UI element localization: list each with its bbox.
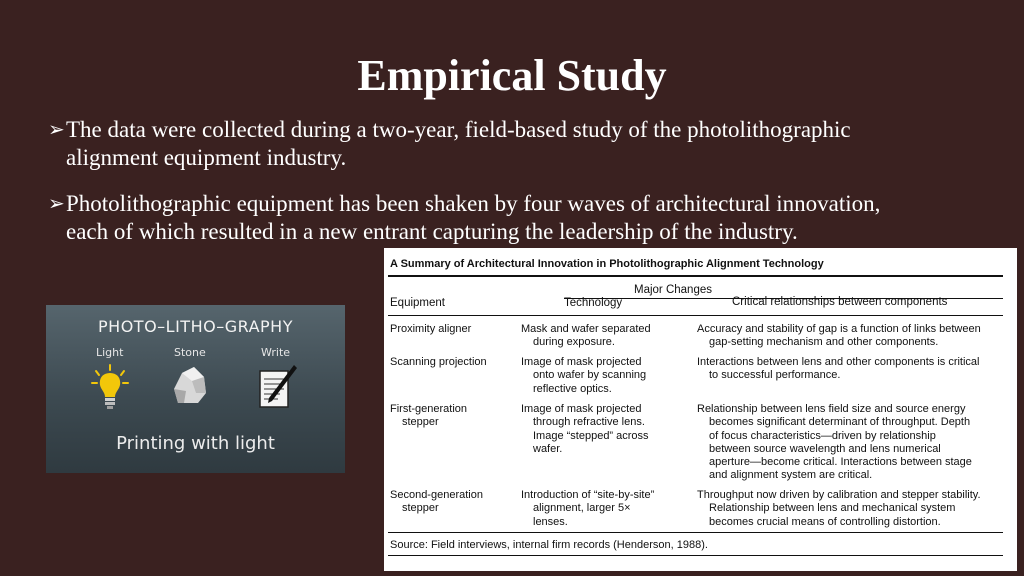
header-technology: Technology xyxy=(564,297,623,309)
cell-line: becomes crucial means of controlling distortion. xyxy=(709,515,941,528)
cell-line: lenses. xyxy=(533,515,568,528)
litho-heading: PHOTO–LITHO–GRAPHY xyxy=(98,317,293,336)
bullet-line: alignment equipment industry. xyxy=(66,145,347,170)
cell-line: aperture—become critical. Interactions between stage xyxy=(709,456,972,469)
cell-line: Image of mask projected xyxy=(521,356,642,368)
table-cell-technology xyxy=(521,356,691,396)
cell-line: to successful performance. xyxy=(709,369,841,382)
header-major-changes: Major Changes xyxy=(634,284,712,296)
table-source-note: Source: Field interviews, internal firm records (Henderson, 1988). xyxy=(390,539,708,551)
table-title: A Summary of Architectural Innovation in Photolithographic Alignment Technology xyxy=(390,258,824,270)
table-rule xyxy=(388,532,1003,533)
table-cell-technology xyxy=(521,323,691,350)
table-cell-equipment xyxy=(390,403,520,430)
cell-line: stepper xyxy=(402,416,439,429)
cell-line: Proximity aligner xyxy=(390,323,472,335)
bullet-line: The data were collected during a two-year, field-based study of the photolithographic xyxy=(66,117,851,142)
table-rule xyxy=(388,315,1003,316)
cell-line: onto wafer by scanning xyxy=(533,369,647,382)
cell-line: Image of mask projected xyxy=(521,403,642,415)
cell-line: wafer. xyxy=(533,442,563,455)
cell-line: Relationship between lens and mechanical system xyxy=(709,502,956,515)
cell-line: through refractive lens. xyxy=(533,416,645,429)
table-rule xyxy=(388,275,1003,277)
table-cell-equipment xyxy=(390,356,520,369)
cell-line: Scanning projection xyxy=(390,356,487,368)
cell-line: Accuracy and stability of gap is a function of links between xyxy=(697,323,981,335)
cell-line: stepper xyxy=(402,502,439,515)
stone-icon xyxy=(170,363,210,407)
cell-line: gap-setting mechanism and other components. xyxy=(709,336,939,349)
table-rule xyxy=(388,555,1003,556)
cell-line: and alignment system are critical. xyxy=(709,469,873,482)
header-critical-relationships: Critical relationships between components xyxy=(732,296,948,308)
bullet-point-data-collection xyxy=(48,116,998,172)
cell-line: Image “stepped” across xyxy=(533,429,649,442)
pen-and-paper-icon xyxy=(254,363,298,411)
cell-line: of focus characteristics—driven by relationship xyxy=(709,429,936,442)
cell-line: Mask and wafer separated xyxy=(521,323,651,335)
label-light: Light xyxy=(96,346,124,359)
table-cell-technology xyxy=(521,489,691,529)
cell-line: First-generation xyxy=(390,403,468,415)
table-cell-technology xyxy=(521,403,691,456)
slide-title: Empirical Study xyxy=(357,51,667,100)
table-cell-critical xyxy=(697,403,1012,483)
cell-line: reflective optics. xyxy=(533,382,612,395)
litho-caption: Printing with light xyxy=(116,433,275,454)
cell-line: Relationship between lens field size and source energy xyxy=(697,403,966,415)
cell-line: Introduction of “site-by-site” xyxy=(521,489,655,501)
cell-line: between source wavelength and lens numerical xyxy=(709,442,941,455)
table-cell-critical xyxy=(697,323,1012,350)
bullet-line: Photolithographic equipment has been shaken by four waves of architectural innovation, xyxy=(66,191,881,216)
cell-line: becomes significant determinant of throughput. Depth xyxy=(709,416,971,429)
table-cell-equipment xyxy=(390,489,520,516)
photolithography-illustration xyxy=(46,305,345,473)
arrow-bullet-icon: ➢ xyxy=(48,193,65,215)
table-cell-critical xyxy=(697,489,1012,529)
table-cell-equipment xyxy=(390,323,520,336)
header-equipment: Equipment xyxy=(390,297,445,309)
bullet-point-architectural-innovation xyxy=(48,190,998,246)
cell-line: Throughput now driven by calibration and stepper stability. xyxy=(697,489,981,501)
arrow-bullet-icon: ➢ xyxy=(48,119,65,141)
cell-line: Second-generation xyxy=(390,489,483,501)
table-cell-critical xyxy=(697,356,1012,383)
light-bulb-icon xyxy=(90,363,130,413)
bullet-line: each of which resulted in a new entrant capturing the leadership of the industry. xyxy=(66,219,798,244)
label-stone: Stone xyxy=(174,346,206,359)
label-write: Write xyxy=(261,346,291,359)
cell-line: alignment, larger 5× xyxy=(533,502,631,515)
cell-line: during exposure. xyxy=(533,336,615,349)
cell-line: Interactions between lens and other components is critical xyxy=(697,356,980,368)
architectural-innovation-summary-table xyxy=(384,248,1017,571)
